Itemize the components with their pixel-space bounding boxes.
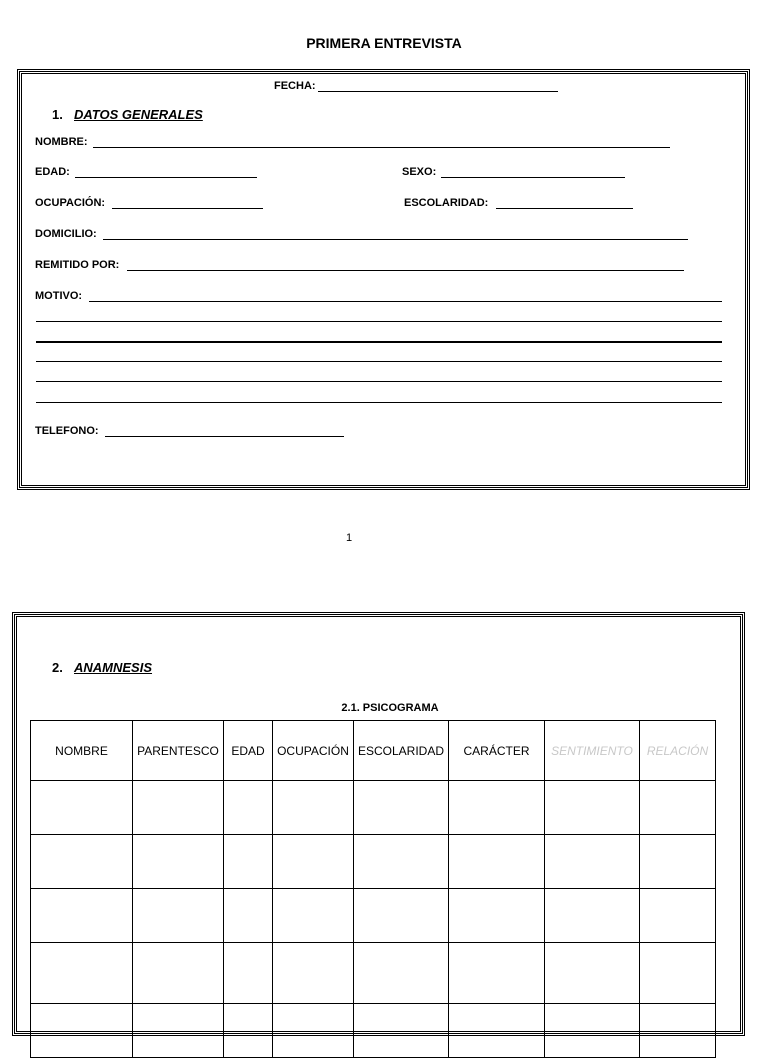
table-cell[interactable] (449, 1004, 545, 1058)
page-title: PRIMERA ENTREVISTA (306, 35, 462, 51)
table-cell[interactable] (354, 943, 449, 1004)
header-escolaridad: ESCOLARIDAD (354, 721, 449, 781)
header-sentimiento: SENTIMIENTO (545, 721, 640, 781)
table-cell[interactable] (224, 889, 273, 943)
table-cell[interactable] (31, 835, 133, 889)
table-cell[interactable] (133, 835, 224, 889)
table-cell[interactable] (133, 1004, 224, 1058)
sexo-label: SEXO: (402, 166, 437, 178)
telefono-field[interactable] (105, 436, 344, 437)
table-cell[interactable] (133, 889, 224, 943)
sexo-field[interactable] (441, 177, 625, 178)
motivo-label: MOTIVO: (35, 290, 83, 302)
table-cell[interactable] (354, 889, 449, 943)
nombre-label: NOMBRE: (35, 136, 88, 148)
remitido-field[interactable] (127, 270, 684, 271)
motivo-line[interactable] (36, 321, 722, 322)
ocupacion-field[interactable] (112, 208, 263, 209)
table-cell[interactable] (545, 1004, 640, 1058)
table-cell[interactable] (640, 889, 716, 943)
table-cell[interactable] (31, 943, 133, 1004)
table-cell[interactable] (640, 781, 716, 835)
domicilio-field[interactable] (103, 239, 688, 240)
escolaridad-field[interactable] (496, 208, 633, 209)
section2-number: 2. (52, 660, 63, 675)
table-row (31, 943, 716, 1004)
table-row (31, 835, 716, 889)
nombre-field[interactable] (93, 147, 670, 148)
motivo-line[interactable] (36, 341, 722, 343)
header-parentesco: PARENTESCO (133, 721, 224, 781)
table-cell[interactable] (224, 781, 273, 835)
motivo-line[interactable] (36, 402, 722, 403)
psicograma-table (30, 720, 716, 1058)
table-cell[interactable] (545, 781, 640, 835)
escolaridad-label: ESCOLARIDAD: (404, 197, 489, 209)
header-caracter: CARÁCTER (449, 721, 545, 781)
section2-title: ANAMNESIS (74, 660, 153, 675)
ocupacion-label: OCUPACIÓN: (35, 197, 106, 209)
table-cell[interactable] (31, 889, 133, 943)
motivo-field[interactable] (89, 301, 722, 302)
domicilio-label: DOMICILIO: (35, 228, 97, 240)
table-cell[interactable] (31, 1004, 133, 1058)
table-cell[interactable] (273, 1004, 354, 1058)
table-cell[interactable] (354, 781, 449, 835)
edad-field[interactable] (75, 177, 257, 178)
table-row (31, 1004, 716, 1058)
remitido-label: REMITIDO POR: (35, 259, 120, 271)
table-cell[interactable] (224, 835, 273, 889)
table-cell[interactable] (224, 1004, 273, 1058)
edad-label: EDAD: (35, 166, 70, 178)
motivo-line[interactable] (36, 381, 722, 382)
page-number: 1 (346, 532, 353, 544)
table-cell[interactable] (449, 781, 545, 835)
fecha-label: FECHA: (274, 80, 316, 92)
table-cell[interactable] (640, 1004, 716, 1058)
table-cell[interactable] (273, 943, 354, 1004)
section1-title: DATOS GENERALES (74, 107, 203, 122)
table-cell[interactable] (545, 889, 640, 943)
table-cell[interactable] (273, 889, 354, 943)
table-cell[interactable] (545, 943, 640, 1004)
table-cell[interactable] (449, 943, 545, 1004)
psicograma-title: 2.1. PSICOGRAMA (341, 702, 439, 714)
table-cell[interactable] (133, 781, 224, 835)
telefono-label: TELEFONO: (35, 425, 99, 437)
header-edad: EDAD (224, 721, 273, 781)
fecha-field[interactable] (318, 91, 558, 92)
table-cell[interactable] (449, 835, 545, 889)
table-cell[interactable] (224, 943, 273, 1004)
section1-number: 1. (52, 107, 63, 122)
table-cell[interactable] (449, 889, 545, 943)
motivo-line[interactable] (36, 361, 722, 362)
table-cell[interactable] (354, 835, 449, 889)
table-cell[interactable] (545, 835, 640, 889)
header-relacion: RELACIÓN (640, 721, 716, 781)
table-cell[interactable] (640, 835, 716, 889)
header-nombre: NOMBRE (31, 721, 133, 781)
table-cell[interactable] (31, 781, 133, 835)
table-cell[interactable] (273, 835, 354, 889)
table-row (31, 781, 716, 835)
table-cell[interactable] (273, 781, 354, 835)
table-row (31, 889, 716, 943)
header-ocupacion: OCUPACIÓN (273, 721, 354, 781)
table-cell[interactable] (354, 1004, 449, 1058)
table-cell[interactable] (640, 943, 716, 1004)
general-data-frame (19, 71, 748, 488)
table-cell[interactable] (133, 943, 224, 1004)
